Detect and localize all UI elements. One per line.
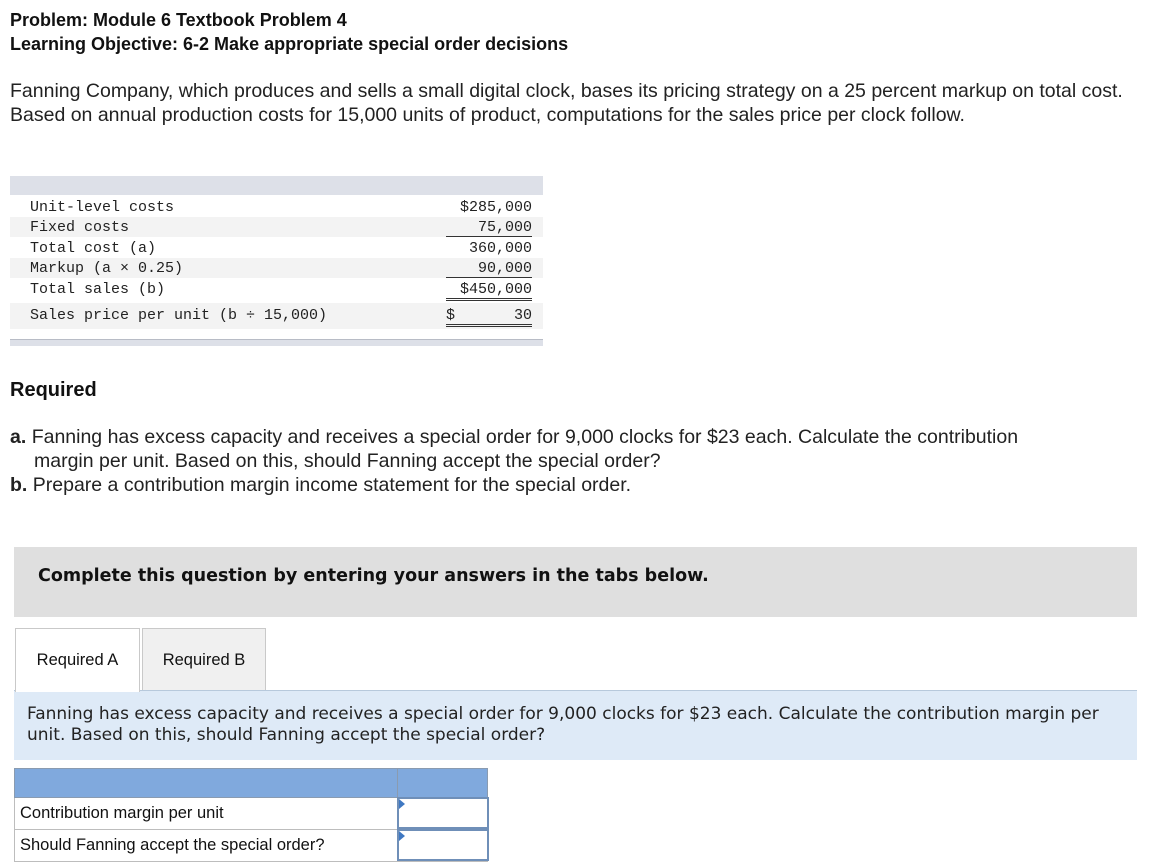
cost-row-unit-level [10, 197, 543, 217]
item-text-a-cont: margin per unit. Based on this, should Fanning accept the special order? [34, 450, 661, 472]
question-panel [14, 690, 1137, 760]
item-text-b: Prepare a contribution margin income statement for the special order. [32, 474, 632, 496]
cost-value: $450,000 [446, 281, 532, 301]
answer-table-header [14, 768, 488, 798]
problem-header [10, 8, 568, 56]
cost-row-markup [10, 258, 543, 278]
problem-intro: Fanning Company, which produces and sells a small digital clock, bases its pricing strategy on a 25 percent markup on total cost. Based on annual production costs for 15,000 units of product, computations for the sales price per clock follow. [10, 80, 1123, 126]
cost-row-sales-price [10, 303, 543, 329]
cost-row-total-sales [10, 279, 543, 299]
accept-order-input-cell [397, 829, 489, 861]
input-marker-icon [399, 831, 405, 841]
cost-value: 360,000 [468, 240, 532, 257]
contribution-margin-input[interactable] [399, 799, 487, 827]
cost-table-bottom-bar [10, 339, 543, 346]
item-marker-b: b. [10, 474, 28, 496]
answer-row-contribution-margin [14, 798, 488, 830]
cost-value: 75,000 [446, 219, 532, 237]
answer-label: Should Fanning accept the special order? [20, 836, 325, 854]
required-item-b [10, 473, 1130, 497]
cost-label: Sales price per unit (b ÷ 15,000) [30, 307, 328, 324]
cost-label: Total sales (b) [30, 281, 166, 298]
cost-value: 30 [446, 307, 532, 327]
header-divider [397, 769, 398, 799]
problem-title: Problem: Module 6 Textbook Problem 4 [10, 10, 347, 30]
answer-row-accept-order [14, 830, 488, 862]
cost-table [10, 176, 543, 346]
instruction-text: Complete this question by entering your answers in the tabs below. [38, 566, 709, 586]
cost-value: 90,000 [446, 260, 532, 278]
required-heading: Required [10, 379, 97, 401]
required-item-a [10, 425, 1130, 473]
tab-required-b[interactable]: Required B [142, 628, 266, 691]
cost-value: $285,000 [459, 199, 532, 216]
accept-order-input[interactable] [399, 831, 487, 859]
currency-symbol: $ [446, 307, 456, 324]
answer-label: Contribution margin per unit [20, 804, 224, 822]
item-marker-a: a. [10, 426, 27, 448]
cost-label: Markup (a × 0.25) [30, 260, 184, 277]
learning-objective: Learning Objective: 6-2 Make appropriate special order decisions [10, 34, 569, 54]
cost-row-total-cost [10, 238, 543, 258]
input-marker-icon [399, 799, 405, 809]
contribution-margin-input-cell [397, 797, 489, 829]
cost-row-fixed [10, 217, 543, 237]
item-text-a: Fanning has excess capacity and receives a special order for 9,000 clocks for $23 each. Calculate the contribution [31, 426, 1019, 448]
tab-required-a[interactable]: Required A [15, 628, 140, 692]
instruction-banner [14, 547, 1137, 617]
cost-label: Total cost (a) [30, 240, 157, 257]
cost-label: Unit-level costs [30, 199, 175, 216]
cost-table-top-bar [10, 176, 543, 195]
cost-label: Fixed costs [30, 219, 130, 236]
question-text: Fanning has excess capacity and receives a special order for 9,000 clocks for $23 each. Calculate the contribution margin per unit. Based on this, should Fanning accept the special order? [27, 704, 1099, 745]
